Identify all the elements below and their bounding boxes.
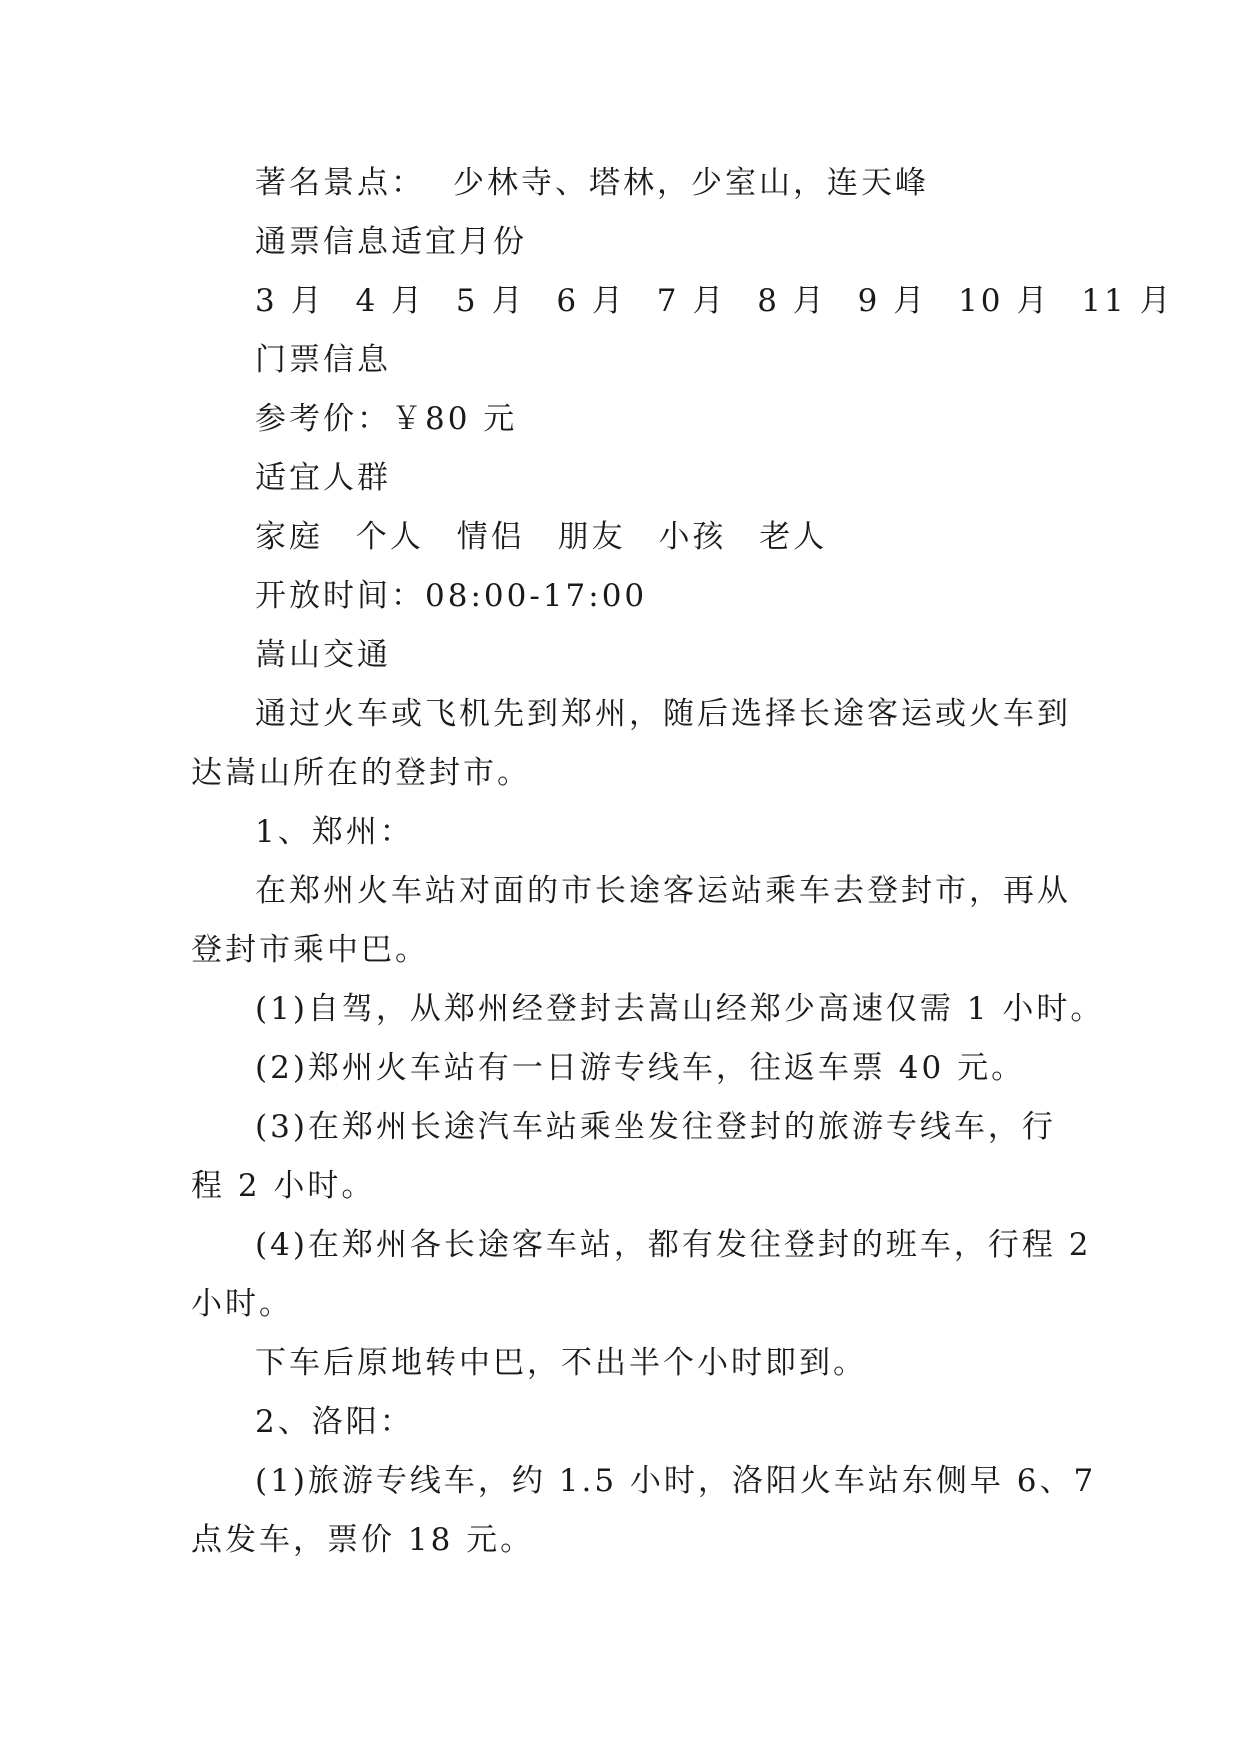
document-body xyxy=(191,154,1174,1570)
audience-item: 朋友 xyxy=(557,519,626,555)
months-list xyxy=(191,272,1174,331)
zhengzhou-paragraph: 在郑州火车站对面的市长途客运站乘车去登封市，再从 xyxy=(255,873,1071,909)
zhengzhou-item-4: (4)在郑州各长途客车站，都有发往登封的班车，行程 2 xyxy=(255,1227,1092,1263)
zhengzhou-item-3: (3)在郑州长途汽车站乘坐发往登封的旅游专线车，行 xyxy=(255,1109,1056,1145)
spots-value: 少林寺、塔林，少室山，连天峰 xyxy=(453,165,929,201)
famous-spots-line xyxy=(191,154,1051,213)
zhengzhou-note: 下车后原地转中巴，不出半个小时即到。 xyxy=(255,1345,867,1381)
transport-intro: 通过火车或飞机先到郑州，随后选择长途客运或火车到 xyxy=(255,696,1071,732)
month-item: 11 月 xyxy=(1081,283,1174,319)
spots-label: 著名景点： xyxy=(255,165,425,201)
transport-heading: 嵩山交通 xyxy=(255,637,391,673)
reference-price: 参考价：￥80 元 xyxy=(255,401,518,437)
audience-item: 情侣 xyxy=(456,519,525,555)
month-item: 5 月 xyxy=(455,283,526,319)
audience-item: 小孩 xyxy=(658,519,727,555)
month-item: 7 月 xyxy=(656,283,727,319)
month-item: 10 月 xyxy=(958,283,1051,319)
luoyang-item-1: (1)旅游专线车，约 1.5 小时，洛阳火车站东侧早 6、7 xyxy=(255,1463,1097,1499)
audience-item: 个人 xyxy=(355,519,424,555)
luoyang-item-1-cont: 点发车，票价 18 元。 xyxy=(191,1522,535,1558)
opening-hours: 开放时间：08:00-17:00 xyxy=(255,578,648,614)
month-item: 9 月 xyxy=(857,283,928,319)
audience-item: 老人 xyxy=(759,519,828,555)
audience-item: 家庭 xyxy=(255,519,323,555)
zhengzhou-item-4-cont: 小时。 xyxy=(191,1286,293,1322)
month-item: 3 月 xyxy=(255,283,325,319)
zhengzhou-item-3-cont: 程 2 小时。 xyxy=(191,1168,376,1204)
zhengzhou-paragraph-cont: 登封市乘中巴。 xyxy=(191,932,429,968)
transport-intro-cont: 达嵩山所在的登封市。 xyxy=(191,755,531,791)
ticket-heading: 门票信息 xyxy=(255,342,391,378)
month-item: 4 月 xyxy=(355,283,426,319)
month-item: 6 月 xyxy=(556,283,626,319)
audience-list xyxy=(191,508,1051,567)
month-item: 8 月 xyxy=(757,283,827,319)
luoyang-heading: 2、洛阳： xyxy=(255,1404,414,1440)
zhengzhou-heading: 1、郑州： xyxy=(255,814,414,850)
audience-heading: 适宜人群 xyxy=(255,460,391,496)
zhengzhou-item-2: (2)郑州火车站有一日游专线车，往返车票 40 元。 xyxy=(255,1050,1026,1086)
months-heading: 通票信息适宜月份 xyxy=(255,224,527,260)
zhengzhou-item-1: (1)自驾，从郑州经登封去嵩山经郑少高速仅需 1 小时。 xyxy=(255,991,1105,1027)
